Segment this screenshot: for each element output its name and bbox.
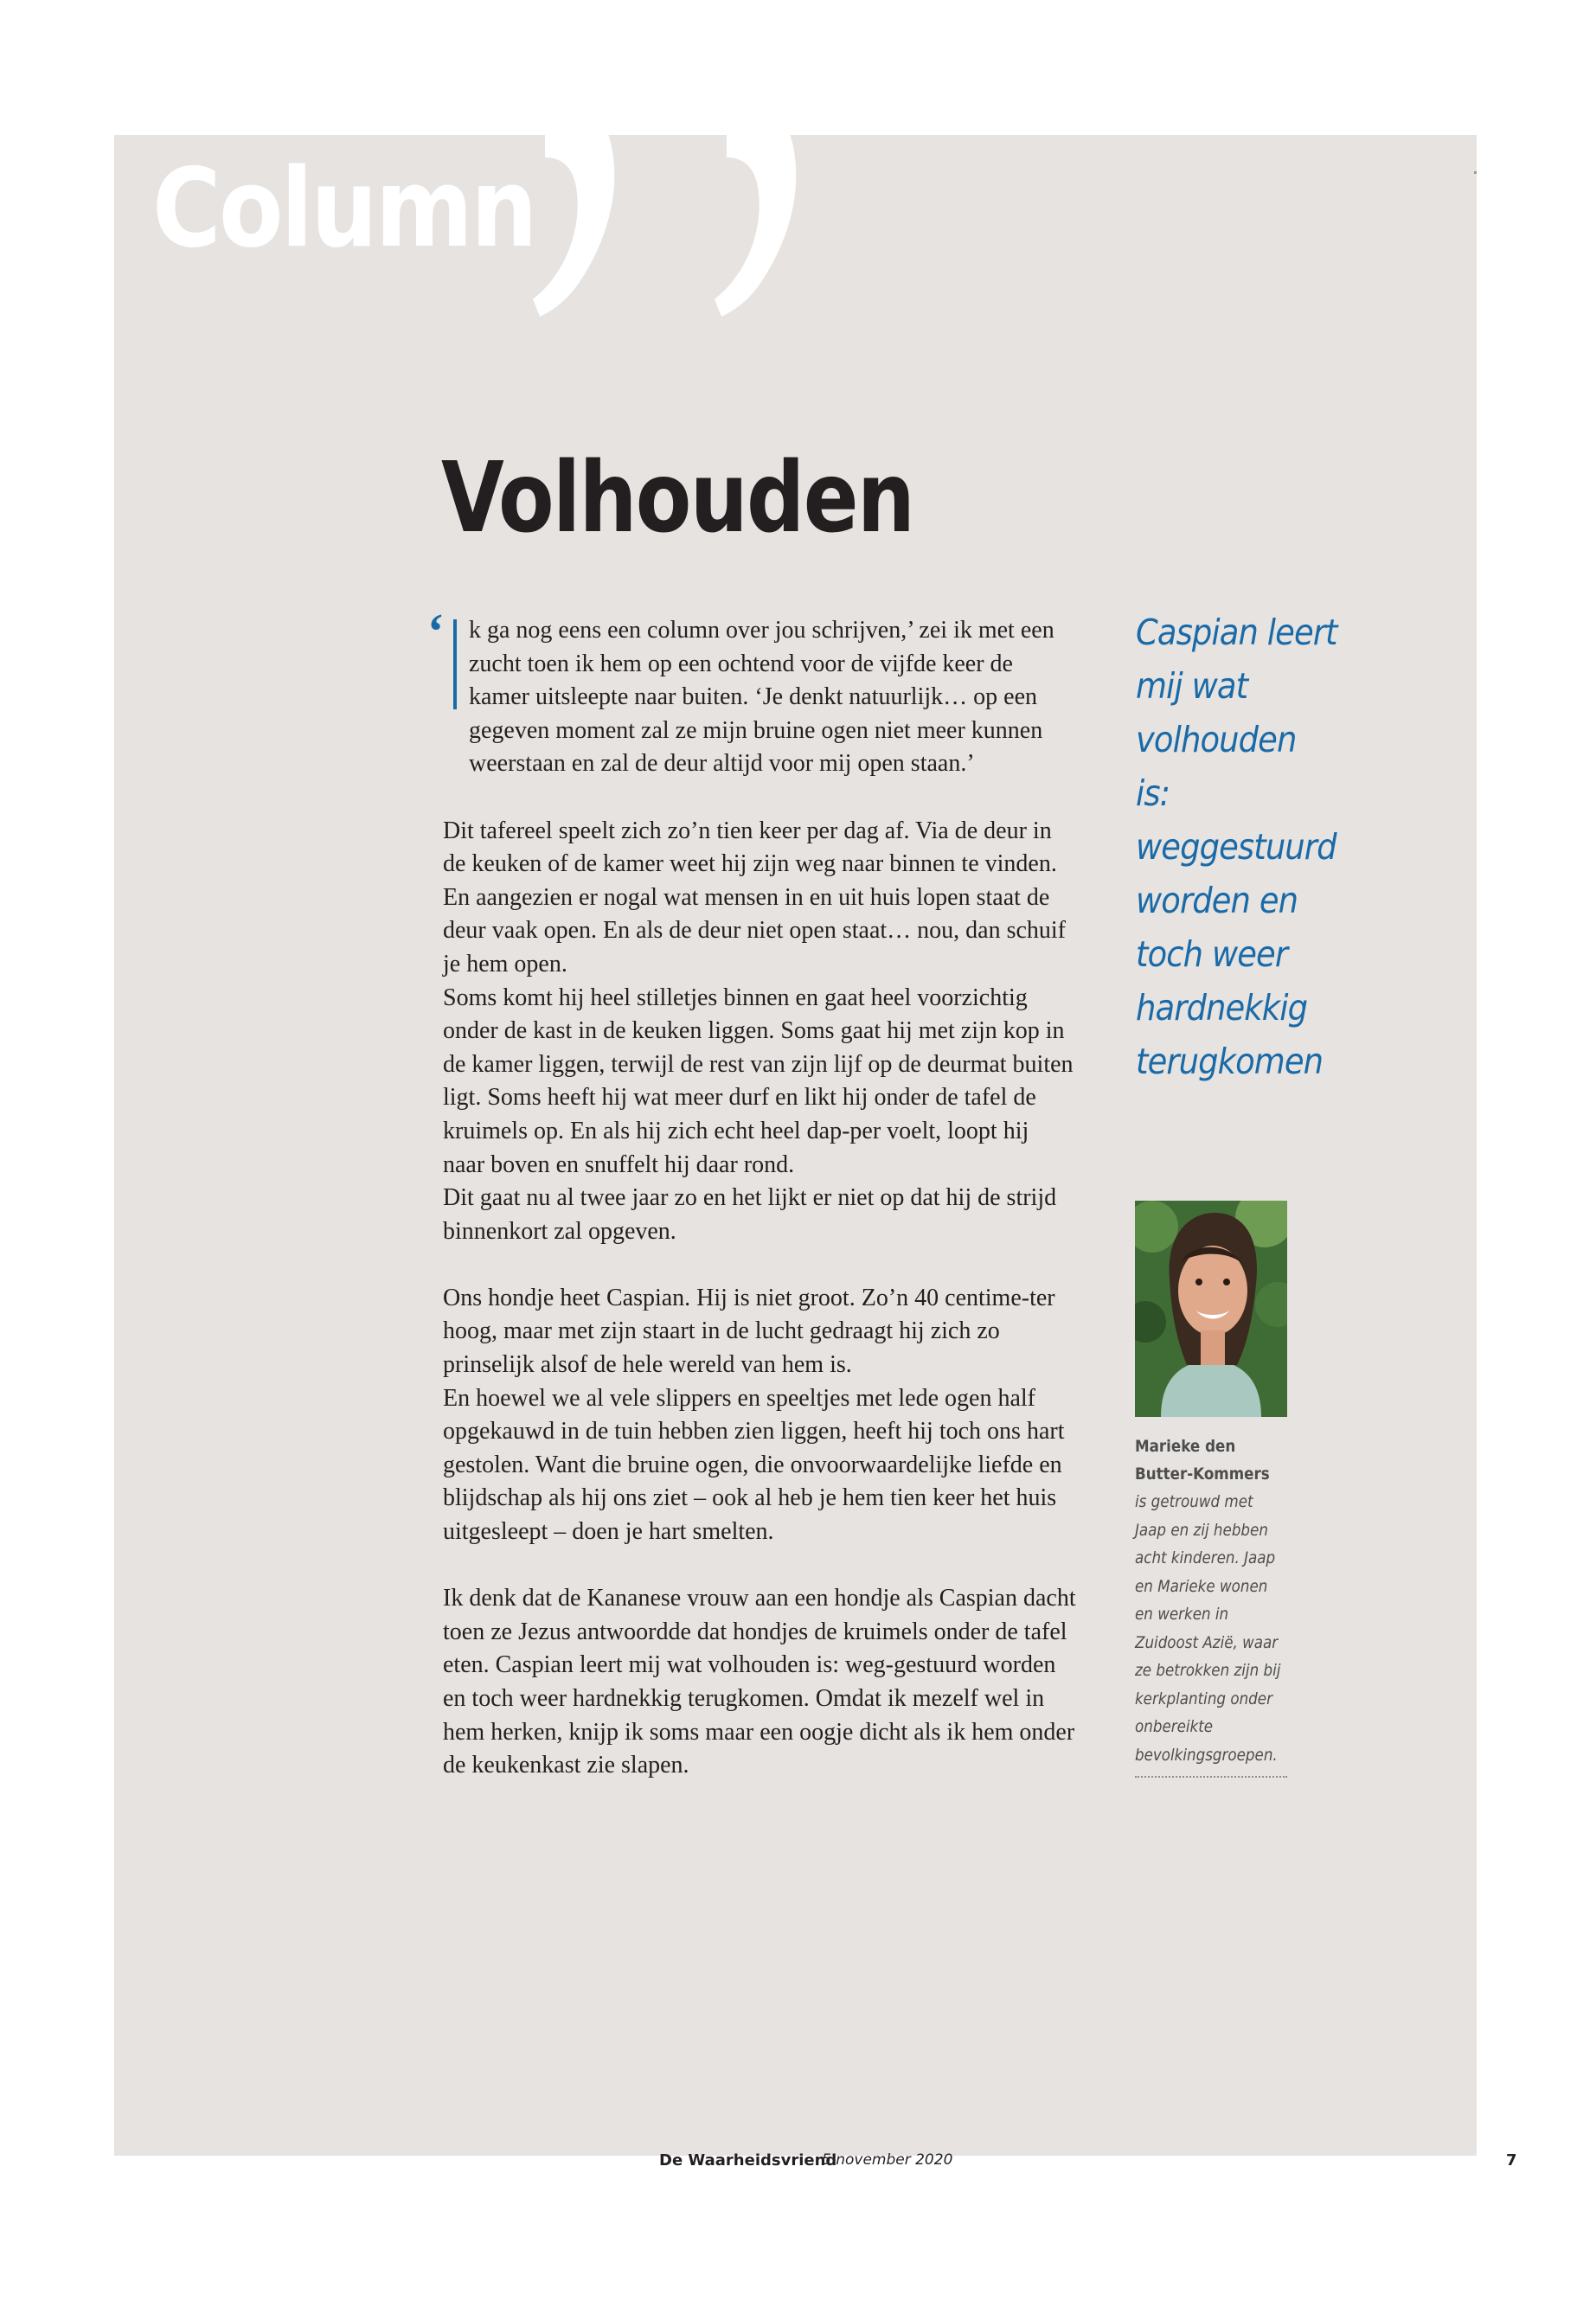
corner-mark	[1474, 171, 1477, 174]
author-photo	[1135, 1201, 1287, 1417]
author-bio: is getrouwd met Jaap en zij hebben acht kinderen. Jaap en Marieke wonen en werken in Zuidoost Azië, waar ze betrokken zijn bij kerkplanting onder onbereikte bevolkingsgroepen.	[1135, 1492, 1281, 1765]
paragraph-5: Ons hondje heet Caspian. Hij is niet groot. Zo’n 40 centime-ter hoog, maar met zijn staart in de lucht gedraagt hij zich zo prinselijk alsof de hele wereld van hem is.	[443, 1284, 1055, 1379]
publication-name: De Waarheidsvriend	[659, 2151, 837, 2170]
paragraph-7: Ik denk dat de Kananese vrouw aan een hondje als Caspian dacht toen ze Jezus antwoordde dat hondjes de kruimels onder de tafel eten. Caspian leert mij wat volhouden is: weg-gestuurd worden en toch weer hardnekkig terugkomen. Omdat ik mezelf wel in hem herken, knijp ik soms maar een oogje dicht als ik hem onder de keukenkast zie slapen.	[443, 1585, 1076, 1779]
article-title: Volhouden	[441, 442, 914, 554]
drop-cap-bar	[453, 619, 457, 709]
issue-date: 5 november 2020	[822, 2151, 953, 2169]
closing-quote-icon	[519, 83, 882, 343]
divider	[1135, 1776, 1287, 1778]
page-footer	[0, 2151, 1596, 2177]
page-number: 7	[1506, 2151, 1517, 2170]
pull-quote: Caspian leert mij wat volhouden is: weggestuurd worden en toch weer hardnekkig terugkomen	[1136, 612, 1337, 1082]
article-body	[427, 603, 1076, 1783]
paragraph-2: Dit tafereel speelt zich zo’n tien keer per dag af. Via de deur in de keuken of de kamer weet hij zijn weg naar binnen te vinden. En aangezien er nogal wat mensen in en uit huis lopen staat de deur vaak open. En als de deur niet open staat… nou, dan schuif je hem open.	[443, 817, 1067, 977]
opening-quote-icon: ‘	[427, 603, 445, 659]
paragraph-1: ‘ k ga nog eens een column over jou schrijven,’ zei ik met een zucht toen ik hem op een ochtend voor de vijfde keer de kamer uitsleepte naar buiten. ‘Je denkt natuurlijk… op een gegeven moment zal ze mijn bruine ogen niet meer kunnen weerstaan en zal de deur altijd voor mij open staan.’	[427, 603, 1054, 778]
author-name: Marieke den Butter-Kommers	[1135, 1437, 1270, 1484]
section-label: Column	[152, 144, 535, 272]
paragraph-3: Soms komt hij heel stilletjes binnen en gaat heel voorzichtig onder de kast in de keuken liggen. Soms gaat hij met zijn kop in de kamer liggen, terwijl de rest van zijn lijf op de deurmat buiten ligt. Soms heeft hij wat meer durf en likt hij onder de tafel de kruimels op. En als hij zich echt heel dap-per voelt, loopt hij naar boven en snuffelt hij daar rond.	[443, 984, 1074, 1178]
paragraph-6: En hoewel we al vele slippers en speeltjes met lede ogen half opgekauwd in de tuin hebben zien liggen, heeft hij toch ons hart gestolen. Want die bruine ogen, die onvoorwaardelijke liefde en blijdschap als hij ons ziet – ook al heb je hem tien keer het huis uitgesleept – doen je hart smelten.	[443, 1384, 1065, 1546]
paragraph-4: Dit gaat nu al twee jaar zo en het lijkt er niet op dat hij de strijd binnenkort zal opgeven.	[443, 1184, 1057, 1245]
